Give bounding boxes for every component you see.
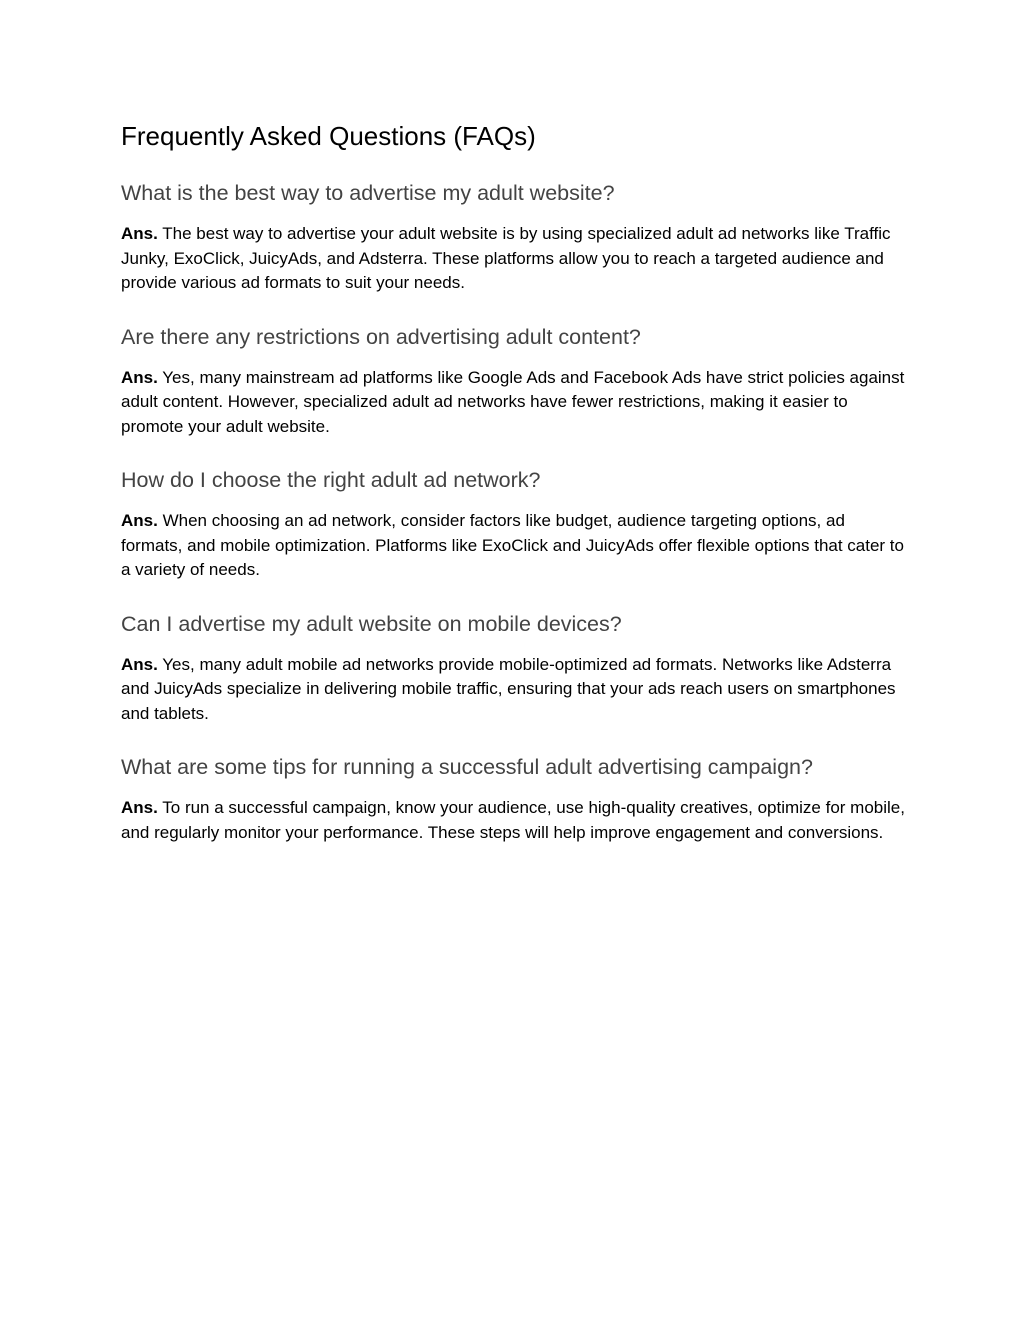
answer-text: The best way to advertise your adult website is by using specialized adult ad networks like Traffic Junky, ExoClick, JuicyAds, and Adsterra. These platforms allow you to reach a targeted audience and provide various ad formats to suit your needs.: [121, 224, 891, 292]
page-title: Frequently Asked Questions (FAQs): [121, 121, 536, 151]
faq-question: Can I advertise my adult website on mobile devices?: [121, 611, 622, 636]
answer-prefix: Ans.: [121, 224, 158, 243]
faq-answer: [121, 366, 906, 440]
faq-answer: [121, 796, 906, 845]
faq-item-3: [121, 465, 906, 583]
faq-question: What is the best way to advertise my adult website?: [121, 181, 615, 205]
answer-prefix: Ans.: [121, 511, 158, 530]
faq-item-5: [121, 752, 906, 845]
faq-answer: [121, 222, 906, 296]
answer-text: When choosing an ad network, consider factors like budget, audience targeting options, ad formats, and mobile optimization. Platforms like ExoClick and JuicyAds offer flexible options that cater to a variety of needs.: [121, 511, 904, 579]
answer-text: To run a successful campaign, know your audience, use high-quality creatives, optimize for mobile, and regularly monitor your performance. These steps will help improve engagement and conversions.: [121, 798, 905, 842]
faq-question: How do I choose the right adult ad network?: [121, 468, 541, 492]
answer-prefix: Ans.: [121, 654, 158, 674]
faq-question: What are some tips for running a successful adult advertising campaign?: [121, 755, 813, 779]
faq-answer: [121, 653, 906, 727]
faq-question: Are there any restrictions on advertising adult content?: [121, 324, 641, 349]
answer-text: Yes, many adult mobile ad networks provide mobile-optimized ad formats. Networks like Adsterra and JuicyAds specialize in delivering mobile traffic, ensuring that your ads reach users on smartphones and tablets.: [121, 654, 896, 723]
faq-item-2: [121, 322, 906, 440]
faq-item-1: [121, 178, 906, 296]
answer-prefix: Ans.: [121, 367, 158, 387]
answer-text: Yes, many mainstream ad platforms like Google Ads and Facebook Ads have strict policies against adult content. However, specialized adult ad networks have fewer restrictions, making it easier to promote your adult website.: [121, 367, 905, 436]
faq-item-4: [121, 609, 906, 727]
document-page: [121, 118, 906, 871]
faq-answer: [121, 509, 906, 583]
answer-prefix: Ans.: [121, 798, 158, 817]
